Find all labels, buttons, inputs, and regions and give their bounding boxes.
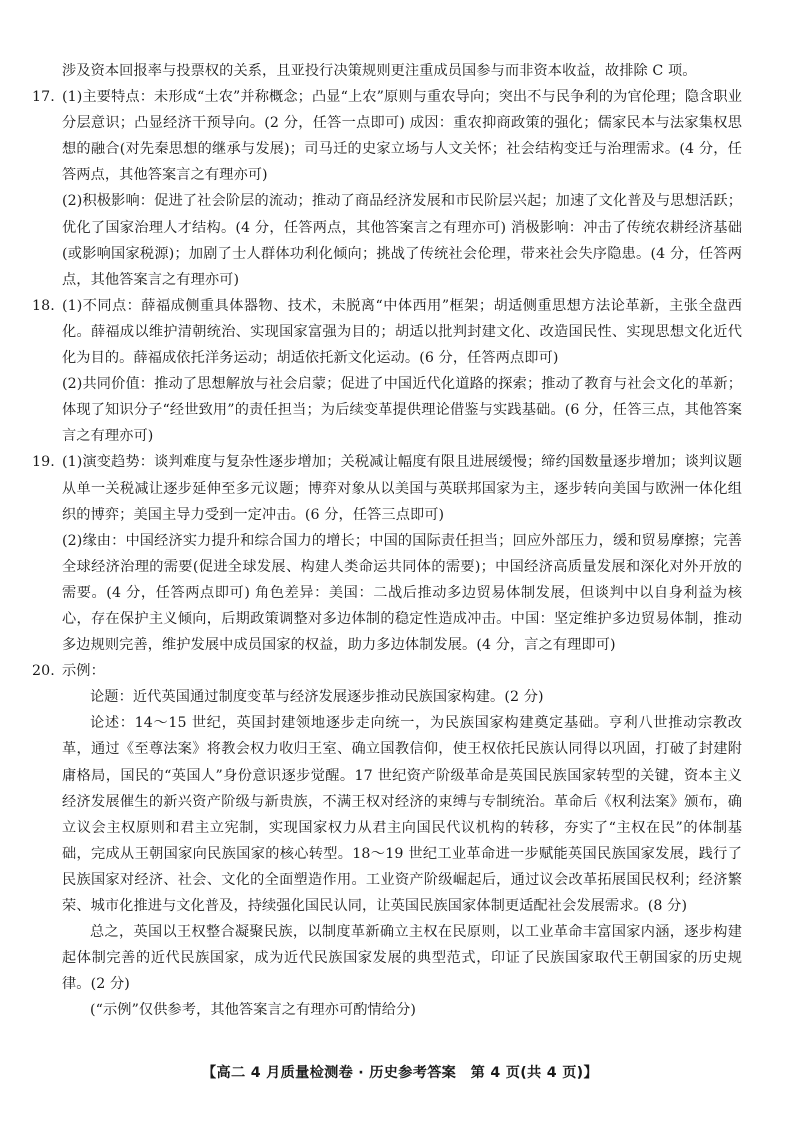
question-18-part-1: (1)不同点：薛福成侧重具体器物、技术，未脱离“中体西用”框架；胡适侧重思想方法论革新，主张全盘西化。薛福成以维护清朝统治、实现国家富强为目的；胡适以批判封建文化、改造国民性、实现思想文化近代化为目的。薛福成依托洋务运动；胡适依托新文化运动。(6 分，任答两点即可): [62, 297, 742, 367]
question-19-body: [62, 449, 742, 658]
question-17-part-2: (2)积极影响：促进了社会阶层的流动；推动了商品经济发展和市民阶层兴起；加速了文化普及与思想活跃；优化了国家治理人才结构。(4 分，任答两点，其他答案言之有理亦可) 消极影响：冲击了传统农耕经济基础(或影响国家税源)；加剧了士人群体功利化倾向；挑战了传统社会伦理，带来社会失序隐患。(4 分，任答两点，其他答案言之有理亦可): [62, 193, 742, 288]
question-number: 19.: [32, 454, 55, 471]
question-17-part-1: (1)主要特点：未形成“土农”并称概念；凸显“上农”原则与重农导向；突出不与民争利的为官伦理；隐含职业分层意识；凸显经济干预导向。(2 分，任答一点即可) 成因：重农抑商政策的强化；儒家民本与法家集权思想的融合(对先秦思想的继承与发展)；司马迁的史家立场与人文关怀；社会结构变迁与治理需求。(4 分，任答两点，其他答案言之有理亦可): [62, 89, 742, 184]
question-19-part-2: (2)缘由：中国经济实力提升和综合国力的增长；中国的国际责任担当；回应外部压力，缓和贸易摩擦；完善全球经济治理的需要(促进全球发展、构建人类命运共同体的需要)；中国经济高质量发展和深化对外开放的需要。(4 分，任答两点即可) 角色差异：美国：二战后推动多边贸易体制发展，但谈判中以自身利益为核心，存在保护主义倾向，后期政策调整对多边体制的稳定性造成冲击。中国：坚定维护多边贸易体制，推动多边规则完善，维护发展中成员国家的权益，助力多边体制发展。(4 分，言之有理即可): [62, 532, 742, 654]
question-19-part-1: (1)演变趋势：谈判难度与复杂性逐步增加；关税减让幅度有限且进展缓慢；缔约国数量逐步增加；谈判议题从单一关税减让逐步延伸至多元议题；博弈对象从以美国与英联邦国家为主，逐步转向美国与欧洲一体化组织的博弈；美国主导力受到一定冲击。(6 分，任答三点即可): [62, 454, 742, 523]
question-20: [32, 658, 742, 684]
question-17: [32, 84, 742, 293]
question-19: [32, 449, 742, 658]
question-18-part-2: (2)共同价值：推动了思想解放与社会启蒙；促进了中国近代化道路的探索；推动了教育与社会文化的革新；体现了知识分子“经世致用”的责任担当；为后续变革提供理论借鉴与实践基础。(6 分，任答三点，其他答案言之有理亦可): [62, 376, 742, 445]
question-17-body: [62, 84, 742, 293]
page-footer: 【高二 4 月质量检测卷 · 历史参考答案 第 4 页(共 4 页)】: [202, 1065, 598, 1081]
answer-content: [32, 58, 742, 1023]
question-18-body: [62, 293, 742, 450]
example-note: (“示例”仅供参考，其他答案言之有理亦可酌情给分): [90, 1002, 417, 1019]
previous-answer-tail: 涉及资本回报率与投票权的关系，且亚投行决策规则更注重成员国参与而非资本收益，故排除 C 项。: [62, 63, 697, 79]
question-number: 18.: [32, 297, 55, 314]
question-18: [32, 293, 742, 450]
question-20-body: [62, 658, 742, 684]
example-thesis: 论题：近代英国通过制度变革与经济发展逐步推动民族国家构建。(2 分): [90, 689, 544, 706]
example-conclusion: 总之，英国以王权整合凝聚民族，以制度革新确立主权在民原则，以工业革命丰富国家内涵，逐步构建起体制完善的近代民族国家，成为近代民族国家发展的典型范式，印证了民族国家取代王朝国家的历史规律。(2 分): [62, 924, 742, 993]
example-essay: [62, 684, 742, 1023]
example-argument: 论述：14～15 世纪，英国封建领地逐步走向统一，为民族国家构建奠定基础。亨利八世推动宗教改革，通过《至尊法案》将教会权力收归王室、确立国教信仰，使王权依托民族认同得以巩固，打破了封建附庸格局，国民的“英国人”身份意识逐步觉醒。17 世纪资产阶级革命是英国民族国家转型的关键，资本主义经济发展催生的新兴资产阶级与新贵族，不满王权对经济的束缚与专制统治。革命后《权利法案》颁布，确立议会主权原则和君主立宪制，实现国家权力从君主向国民代议机构的转移，夯实了“主权在民”的体制基础，完成从王朝国家向民族国家的核心转型。18～19 世纪工业革命进一步赋能英国民族国家发展，践行了民族国家对经济、社会、文化的全面塑造作用。工业资产阶级崛起后，通过议会改革拓展国民权利；经济繁荣、城市化推进与文化普及，持续强化国民认同，让英国民族国家体制更适配社会发展需求。(8 分): [62, 715, 742, 914]
example-label: 示例：: [62, 663, 105, 680]
question-number: 20.: [32, 663, 55, 680]
question-number: 17.: [32, 89, 55, 106]
